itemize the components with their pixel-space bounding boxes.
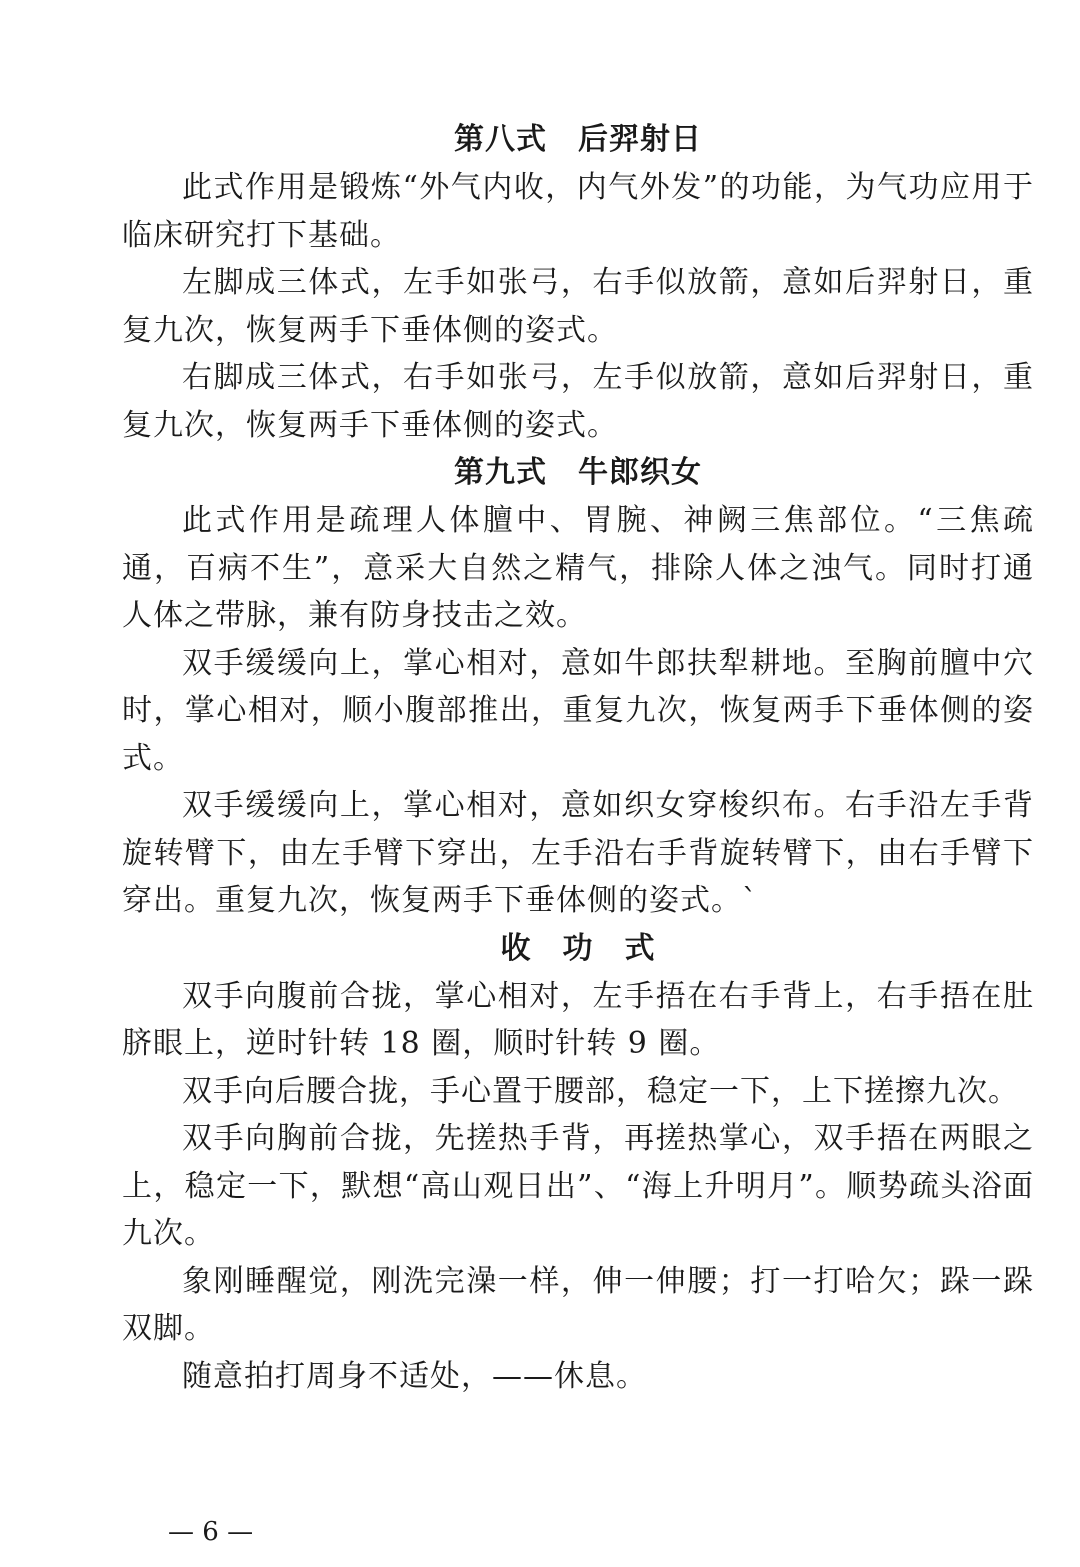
paragraph: 双手向胸前合拢，先搓热手背，再搓热掌心，双手捂在两眼之上，稳定一下，默想“高山观日出”、“海上升明月”。顺势疏头浴面九次。 [122, 1121, 1034, 1251]
section-heading: 收 功 式 [500, 930, 656, 966]
paragraph: 双手缓缓向上，掌心相对，意如织女穿梭织布。右手沿左手背旋转臂下，由左手臂下穿出，左手沿右手背旋转臂下，由右手臂下穿出。重复九次，恢复两手下垂体侧的姿式。` [122, 788, 1034, 918]
page-number: — 6 — [168, 1517, 254, 1547]
paragraph: 此式作用是疏理人体膻中、胃腕、神阙三焦部位。“三焦疏通，百病不生”，意采大自然之精气，排除人体之浊气。同时打通人体之带脉，兼有防身技击之效。 [122, 503, 1034, 633]
paragraph: 左脚成三体式，左手如张弓，右手似放箭，意如后羿射日，重复九次，恢复两手下垂体侧的姿式。 [122, 265, 1034, 348]
document-body [122, 116, 1034, 1400]
paragraph: 随意拍打周身不适处，——休息。 [182, 1358, 647, 1394]
section-heading: 第八式 后羿射日 [454, 122, 702, 157]
section-heading: 第九式 牛郎织女 [454, 455, 702, 490]
paragraph: 象刚睡醒觉，刚洗完澡一样，伸一伸腰；打一打哈欠；跺一跺双脚。 [122, 1263, 1034, 1346]
paragraph: 双手向后腰合拢，手心置于腰部，稳定一下，上下搓擦九次。 [182, 1073, 1019, 1109]
paragraph: 右脚成三体式，右手如张弓，左手似放箭，意如后羿射日，重复九次，恢复两手下垂体侧的姿式。 [122, 360, 1034, 443]
paragraph: 双手缓缓向上，掌心相对，意如牛郎扶犁耕地。至胸前膻中穴时，掌心相对，顺小腹部推出，重复九次，恢复两手下垂体侧的姿式。 [122, 645, 1034, 776]
paragraph: 此式作用是锻炼“外气内收，内气外发”的功能，为气功应用于临床研究打下基础。 [122, 170, 1034, 253]
paragraph: 双手向腹前合拢，掌心相对，左手捂在右手背上，右手捂在肚脐眼上，逆时针转 18 圈，顺时针转 9 圈。 [122, 978, 1034, 1061]
